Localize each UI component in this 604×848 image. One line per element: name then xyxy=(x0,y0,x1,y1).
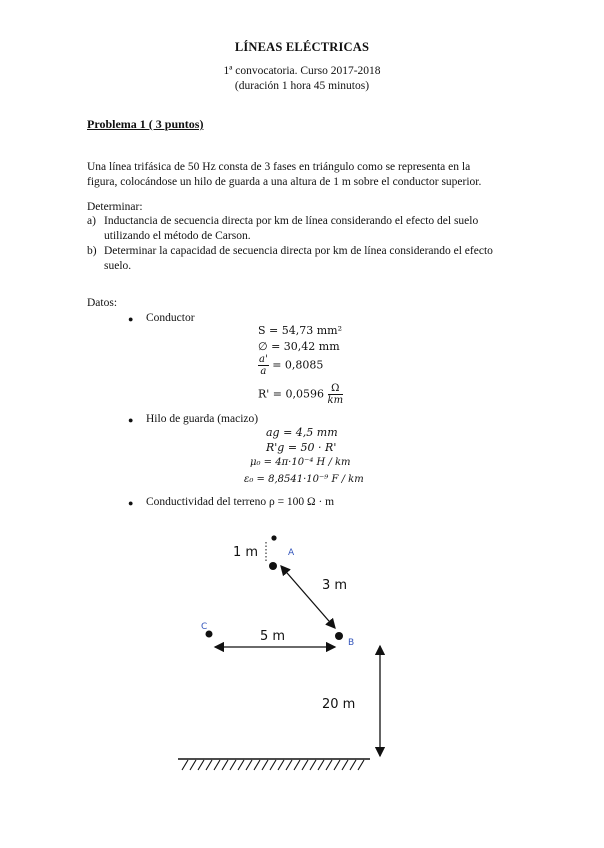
statement-line-1: Una línea trifásica de 50 Hz consta de 3 fases en triángulo como se representa en la xyxy=(87,161,471,173)
data-label: Datos: xyxy=(87,297,118,309)
phase-b-label: B xyxy=(348,638,355,648)
problem-heading: Problema 1 ( 3 puntos) xyxy=(87,117,204,131)
dim-label-3m: 3 m xyxy=(322,578,348,593)
conductor-diameter-eq: ∅ = 30,42 mm xyxy=(258,340,340,353)
phase-a-label: A xyxy=(288,548,295,558)
guard-resistance-eq: R'g = 50 · R' xyxy=(266,441,337,454)
ratio-value: = 0,8085 xyxy=(272,358,324,372)
conductor-section-eq: S = 54,73 mm² xyxy=(258,324,343,337)
bullet-ground-conductivity: Conductividad del terreno ρ = 100 Ω · m xyxy=(146,496,335,508)
item-b-line-2: suelo. xyxy=(104,260,132,272)
permeability-eq: μ₀ = 4π·10⁻⁴ H / km xyxy=(250,457,351,468)
item-b-line-1: Determinar la capacidad de secuencia directa por km de línea considerando el efecto xyxy=(104,245,493,257)
statement-line-2: figura, colocándose un hilo de guarda a una altura de 1 m sobre el conductor superior. xyxy=(87,176,482,188)
guard-wire-point xyxy=(271,535,276,540)
bullet-guard-wire: Hilo de guarda (macizo) xyxy=(146,413,259,425)
ratio-numerator: a' xyxy=(259,354,268,365)
item-a-marker: a) xyxy=(87,215,96,227)
resistance-unit-num: Ω xyxy=(328,383,344,395)
resistance-unit-den: km xyxy=(327,395,344,406)
guard-radius-eq: ag = 4,5 mm xyxy=(266,426,338,439)
item-b-marker: b) xyxy=(87,245,97,257)
ratio-denominator: a xyxy=(260,366,267,377)
ground-hatch xyxy=(178,759,370,770)
phase-a-conductor xyxy=(269,562,277,570)
resistance-value: R' = 0,0596 xyxy=(258,387,325,401)
exam-duration: (duración 1 hora 45 minutos) xyxy=(234,80,370,92)
dim-line-a-b xyxy=(281,566,335,628)
bullet-dot: ● xyxy=(128,498,134,508)
dim-label-20m: 20 m xyxy=(322,697,356,712)
document-title: LÍNEAS ELÉCTRICAS xyxy=(234,40,370,54)
bullet-conductor: Conductor xyxy=(146,312,195,324)
bullet-dot: ● xyxy=(128,314,134,324)
item-a-line-1: Inductancia de secuencia directa por km de línea considerando el efecto del suelo xyxy=(104,215,479,227)
item-a-line-2: utilizando el método de Carson. xyxy=(104,230,251,242)
phase-c-label: C xyxy=(201,622,208,632)
exam-session: 1ª convocatoria. Curso 2017-2018 xyxy=(223,65,381,77)
dim-label-5m: 5 m xyxy=(260,629,286,644)
phase-b-conductor xyxy=(335,632,343,640)
dim-label-1m: 1 m xyxy=(233,545,259,560)
permittivity-eq: ε₀ = 8,8541·10⁻⁹ F / km xyxy=(244,474,364,485)
determine-label: Determinar: xyxy=(87,201,143,213)
bullet-dot: ● xyxy=(128,415,134,425)
